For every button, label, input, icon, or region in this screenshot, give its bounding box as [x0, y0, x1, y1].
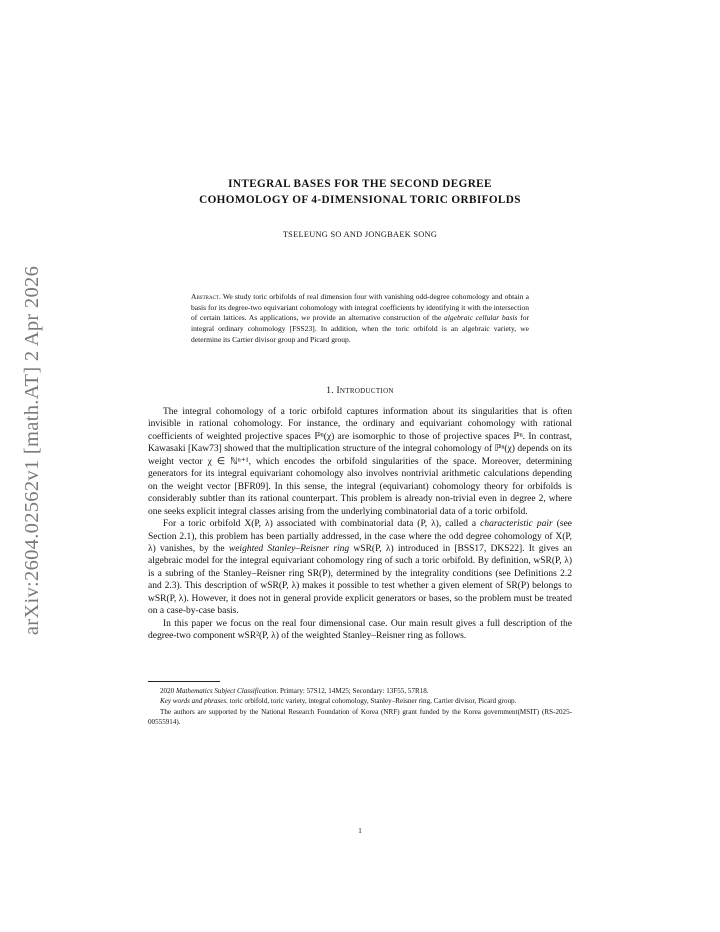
paragraph-1: The integral cohomology of a toric orbifold captures information about its singularities that is often invisible in rational cohomology. For instance, the ordinary and equivariant cohomology with rational coefficients of weighted projective spaces ℙⁿ(χ) are isomorphic to those of projective spaces ℙⁿ. In contrast, Kawasaki [Kaw73] showed that the multiplication structure of the integral cohomology of ℙⁿ(χ) depends on its weight vector χ ∈ ℕⁿ⁺¹, which encodes the orbifold singularities of the space. Moreover, determining generators for its integral equivariant cohomology also involves nontrivial arithmetic calculations depending on the weight vector [BFR09]. In this sense, the integral (equivariant) cohomology theory for orbifolds is considerably subtler than its rational counterpart. This problem is already non-trivial even in degree 2, where one seeks explicit integral classes arising from the underlying combinatorial data of a toric orbifold.	[148, 407, 572, 517]
msc-label: Mathematics Subject Classification.	[175, 687, 279, 695]
abstract-text-part2: for integral ordinary cohomology [FSS23]. In addition, when the toric orbifold is an algebraic variety, we determine its Cartier divisor group and Picard group.	[191, 313, 529, 344]
author-list: TSELEUNG SO AND JONGBAEK SONG	[282, 230, 438, 239]
arxiv-stamp	[18, 250, 48, 650]
footnote-msc	[148, 686, 572, 696]
abstract-label: Abstract.	[191, 292, 221, 301]
paragraph-2	[148, 518, 572, 618]
title-line-2: COHOMOLOGY OF 4-DIMENSIONAL TORIC ORBIFOLDS	[199, 194, 521, 206]
paragraph-2-text-a: For a toric orbifold X(P, λ) associated with combinatorial data (P, λ), called a	[163, 519, 477, 530]
title-line-1: INTEGRAL BASES FOR THE SECOND DEGREE	[228, 178, 492, 190]
paragraph-2-text-b: (see Section 2.1), this problem has been partially addressed, in the case where the odd degree cohomology of X(P, λ) vanishes, by the	[148, 519, 573, 554]
footnote-funding: The authors are supported by the National Research Foundation of Korea (NRF) grant funded by the Korea government(MSIT) (RS-2025-00555914).	[148, 707, 572, 727]
keywords-text: toric orbifold, toric variety, integral cohomology, Stanley–Reisner ring, Cartier divisor, Picard group.	[229, 697, 517, 706]
msc-codes: Primary: 57S12, 14M25; Secondary: 13F55, 57R18.	[280, 687, 429, 695]
page-number: 1	[358, 826, 362, 835]
abstract-text-part1: We study toric orbifolds of real dimension four with vanishing odd-degree cohomology and obtain a basis for its degree-two equivariant cohomology with integral coefficients by identifying it with the intersection of certain lattices. As applications, we provide an alternative construction of the	[191, 292, 529, 323]
abstract	[191, 292, 529, 346]
keywords-label: Key words and phrases.	[160, 697, 228, 706]
msc-year: 2020	[160, 687, 175, 695]
paragraph-3: In this paper we focus on the real four dimensional case. Our main result gives a full description of the degree-two component wSR²(P, λ) of the weighted Stanley–Reisner ring as follows.	[148, 618, 572, 642]
section-number: 1.	[326, 386, 334, 396]
abstract-emphasis: algebraic cellular basis	[444, 313, 518, 323]
arxiv-identifier: arXiv:2604.02562v1 [math.AT] 2 Apr 2026	[21, 265, 44, 635]
footnotes	[148, 686, 572, 728]
introduction-body	[148, 406, 572, 643]
paragraph-2-text-c: wSR(P, λ) introduced in [BSS17, DKS22]. It gives an algebraic model for the integral equivariant cohomology ring of such a toric orbifold. By definition, wSR(P, λ) is a subring of the Stanley–Reisner ring SR(P), determined by the integrality conditions (see Definitions 2.2 and 2.3). This description of wSR(P, λ) makes it possible to test whether a given element of SR(P) belongs to wSR(P, λ). However, it does not in general provide explicit generators or bases, so the problem must be treated on a case-by-case basis.	[148, 543, 573, 617]
footnote-rule	[148, 681, 220, 682]
paragraph-2-emphasis-2: weighted Stanley–Reisner ring	[228, 543, 350, 554]
paper-title	[148, 176, 572, 208]
footnote-keywords	[148, 696, 572, 706]
section-heading	[148, 386, 572, 396]
paragraph-2-emphasis-1: characteristic pair	[480, 519, 553, 530]
section-title: Introduction	[336, 386, 394, 396]
